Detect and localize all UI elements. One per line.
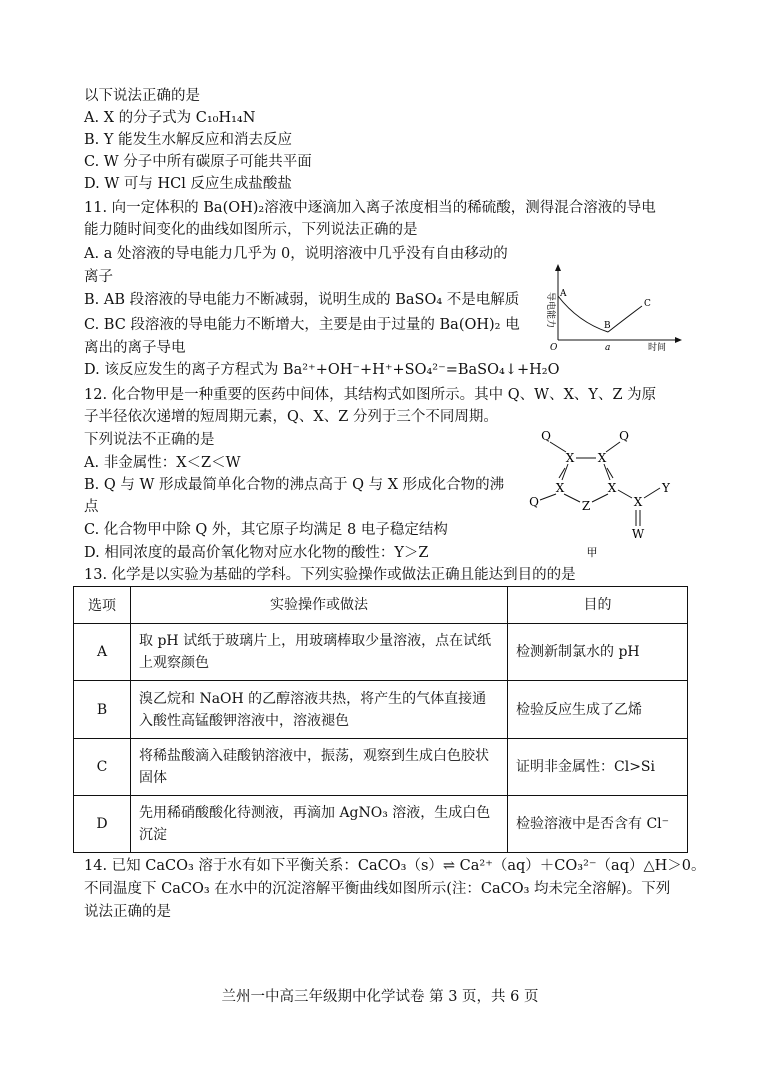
q12-option-b: B. Q 与 W 形成最简单化合物的沸点高于 Q 与 X 形成化合物的沸 xyxy=(84,477,505,493)
atom-x-4: X xyxy=(607,481,617,495)
q14-line2: 不同温度下 CaCO₃ 在水中的沉淀溶解平衡曲线如图所示(注：CaCO₃ 均未完全溶解)。下列 xyxy=(84,881,671,897)
atom-q-top-right: Q xyxy=(619,429,629,443)
row-operation: 将稀盐酸滴入硅酸钠溶液中，振荡，观察到生成白色胶状固体 xyxy=(131,739,508,796)
row-operation: 先用稀硝酸酸化待测液，再滴加 AgNO₃ 溶液，生成白色沉淀 xyxy=(131,796,508,853)
q10-option-b: B. Y 能发生水解反应和消去反应 xyxy=(84,132,293,148)
q11-option-a-cont: 离子 xyxy=(84,269,113,285)
q11-option-a: A. a 处溶液的导电能力几乎为 0，说明溶液中几乎没有自由移动的 xyxy=(84,246,508,262)
q11-option-d: D. 该反应发生的离子方程式为 Ba²⁺+OH⁻+H⁺+SO₄²⁻=BaSO₄↓+H₂O xyxy=(84,362,560,378)
table-row xyxy=(74,681,688,739)
header-option: 选项 xyxy=(74,587,131,624)
atom-x-5: X xyxy=(633,495,643,509)
conductivity-graph xyxy=(538,262,688,354)
row-purpose: 检测新制氯水的 pH xyxy=(508,624,688,681)
row-operation: 溴乙烷和 NaOH 的乙醇溶液共热，将产生的气体直接通入酸性高锰酸钾溶液中，溶液褪色 xyxy=(131,681,508,739)
q13-stem: 13. 化学是以实验为基础的学科。下列实验操作或做法正确且能达到目的的是 xyxy=(84,567,576,583)
q14-line3: 说法正确的是 xyxy=(84,904,171,920)
atom-q-top-left: Q xyxy=(541,429,551,443)
q12-option-d: D. 相同浓度的最高价氧化物对应水化物的酸性：Y＞Z xyxy=(84,545,429,561)
table-row xyxy=(74,796,688,853)
q10-stem: 以下说法正确的是 xyxy=(84,88,200,104)
graph-ylabel: 导电能力 xyxy=(545,292,555,329)
row-purpose: 证明非金属性：Cl>Si xyxy=(508,739,688,796)
atom-y: Y xyxy=(662,481,670,495)
atom-q-left: Q xyxy=(529,495,539,509)
q12-stem-line3: 下列说法不正确的是 xyxy=(84,432,215,448)
row-option: B xyxy=(74,681,131,739)
q12-option-b-cont: 点 xyxy=(84,499,99,515)
row-option: C xyxy=(74,739,131,796)
atom-x-1: X xyxy=(565,451,575,465)
q12-stem-line2: 子半径依次递增的短周期元素，Q、X、Z 分列于三个不同周期。 xyxy=(84,409,498,425)
table-row xyxy=(74,739,688,796)
compound-structure xyxy=(520,420,690,560)
graph-point-c: C xyxy=(644,299,651,309)
q11-option-b: B. AB 段溶液的导电能力不断减弱，说明生成的 BaSO₄ 不是电解质 xyxy=(84,292,520,308)
q10-option-d: D. W 可与 HCl 反应生成盐酸盐 xyxy=(84,176,292,192)
compound-label: 甲 xyxy=(586,546,598,559)
q11-stem-line1: 11. 向一定体积的 Ba(OH)₂溶液中逐滴加入离子浓度相当的稀硫酸，测得混合溶液的导电 xyxy=(84,200,656,216)
atom-z: Z xyxy=(581,499,591,513)
q10-option-c: C. W 分子中所有碳原子可能共平面 xyxy=(84,154,312,170)
atom-w: W xyxy=(631,527,645,541)
q11-option-c: C. BC 段溶液的导电能力不断增大，主要是由于过量的 Ba(OH)₂ 电 xyxy=(84,317,520,333)
table-header-row xyxy=(74,587,688,624)
graph-origin: O xyxy=(550,343,558,353)
header-operation: 实验操作或做法 xyxy=(131,587,508,624)
graph-xlabel: 时间 xyxy=(648,343,667,353)
experiment-table xyxy=(73,586,688,853)
q11-option-c-cont: 离出的离子导电 xyxy=(84,340,186,356)
graph-tick-a: a xyxy=(605,343,611,353)
q12-option-c: C. 化合物甲中除 Q 外，其它原子均满足 8 电子稳定结构 xyxy=(84,522,448,538)
q10-option-a: A. X 的分子式为 C₁₀H₁₄N xyxy=(84,110,256,126)
graph-point-a: A xyxy=(560,289,567,299)
q11-stem-line2: 能力随时间变化的曲线如图所示，下列说法正确的是 xyxy=(84,222,418,238)
row-operation: 取 pH 试纸于玻璃片上，用玻璃棒取少量溶液，点在试纸上观察颜色 xyxy=(131,624,508,681)
page-footer: 兰州一中高三年级期中化学试卷 第 3 页，共 6 页 xyxy=(221,989,539,1005)
q12-option-a: A. 非金属性：X＜Z＜W xyxy=(84,455,241,471)
row-option: A xyxy=(74,624,131,681)
graph-point-b: B xyxy=(604,321,611,331)
row-purpose: 检验反应生成了乙烯 xyxy=(508,681,688,739)
row-option: D xyxy=(74,796,131,853)
atom-x-3: X xyxy=(555,481,565,495)
table-row xyxy=(74,624,688,681)
row-purpose: 检验溶液中是否含有 Cl⁻ xyxy=(508,796,688,853)
q14-line1: 14. 已知 CaCO₃ 溶于水有如下平衡关系：CaCO₃（s）⇌ Ca²⁺（aq）＋CO₃²⁻（aq）△H＞0。 xyxy=(84,858,706,874)
atom-x-2: X xyxy=(597,451,607,465)
q12-stem-line1: 12. 化合物甲是一种重要的医药中间体，其结构式如图所示。其中 Q、W、X、Y、Z 为原 xyxy=(84,387,657,403)
header-purpose: 目的 xyxy=(508,587,688,624)
